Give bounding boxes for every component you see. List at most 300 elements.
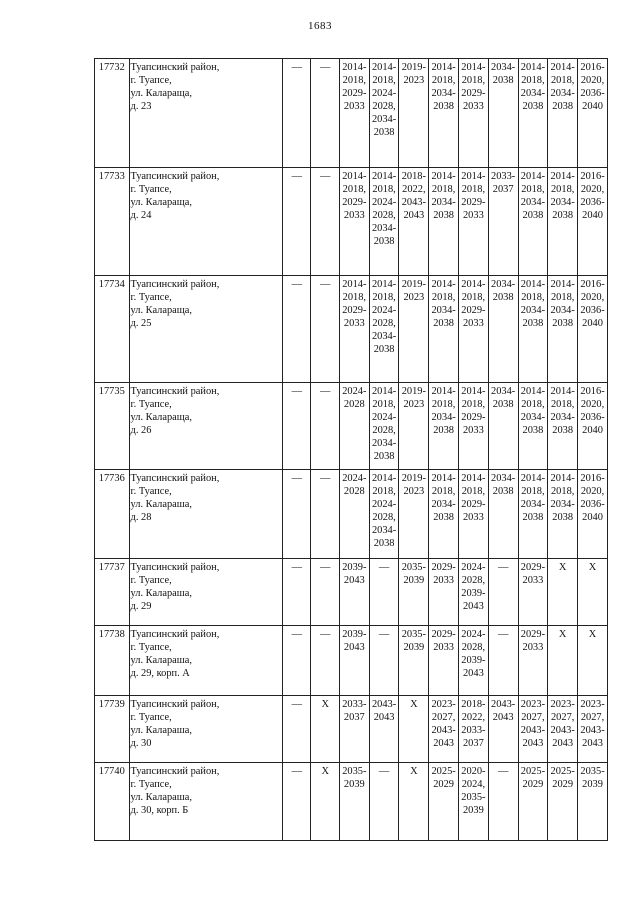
schedule-cell — [548, 383, 578, 470]
schedule-value: 2018, — [550, 292, 575, 303]
schedule-value: 2043 — [343, 575, 365, 586]
address-cell — [129, 559, 282, 626]
schedule-value: 2038 — [433, 318, 454, 329]
schedule-value: 2033 — [522, 575, 544, 586]
schedule-value: 2023 — [403, 292, 425, 303]
row-number: 17735 — [95, 383, 130, 470]
schedule-cell — [578, 626, 608, 696]
schedule-value: 2039 — [343, 779, 365, 790]
address-cell — [129, 276, 282, 383]
schedule-value: 2029- — [461, 305, 486, 316]
schedule-cell — [518, 626, 548, 696]
schedule-value: 2034- — [371, 114, 397, 125]
schedule-value: 2027, — [580, 712, 605, 723]
schedule-value: 2014- — [550, 279, 575, 290]
schedule-cell — [369, 626, 399, 696]
schedule-value: — — [320, 171, 331, 182]
schedule-value: 2018, — [521, 184, 545, 195]
schedule-cell — [339, 559, 369, 626]
schedule-value: 2035- — [401, 562, 426, 573]
schedule-value: 2024- — [371, 88, 397, 99]
schedule-value: — — [291, 766, 302, 777]
schedule-value: 2029- — [520, 629, 546, 640]
schedule-value: 2039- — [461, 588, 486, 599]
schedule-cell — [339, 168, 369, 276]
schedule-cell — [339, 626, 369, 696]
schedule-value: 2018, — [550, 184, 575, 195]
schedule-cell — [518, 763, 548, 841]
schedule-cell — [578, 383, 608, 470]
schedule-cell — [459, 470, 489, 559]
schedule-value: 2024- — [342, 473, 367, 484]
schedule-value: 2027, — [431, 712, 456, 723]
schedule-value: 2043 — [582, 738, 603, 749]
schedule-value: 2028, — [372, 210, 396, 221]
schedule-value: 2040 — [582, 512, 603, 523]
address-line: ул. Калараща, — [130, 305, 192, 316]
schedule-value: 2029- — [520, 562, 546, 573]
schedule-value: 2014- — [371, 279, 397, 290]
schedule-value: 2014- — [461, 62, 486, 73]
schedule-value: 2016- — [580, 473, 605, 484]
schedule-cell — [283, 696, 311, 763]
schedule-value: 2034- — [520, 412, 546, 423]
schedule-cell — [399, 470, 429, 559]
schedule-value: 2033 — [433, 575, 454, 586]
address-line: д. 29 — [130, 601, 152, 612]
schedule-value: 2018, — [342, 184, 367, 195]
schedule-value: 2043 — [373, 712, 395, 723]
schedule-value: 2043 — [343, 642, 365, 653]
schedule-cell — [311, 276, 339, 383]
schedule-value: 2043 — [492, 712, 514, 723]
schedule-value: 2018, — [431, 486, 456, 497]
address-line: г. Туапсе, — [130, 75, 172, 86]
address-line: Туапсинский район, — [130, 766, 220, 777]
address-line: ул. Калараша, — [130, 655, 192, 666]
address-line: Туапсинский район, — [130, 386, 220, 397]
schedule-value: 2038 — [492, 292, 514, 303]
schedule-value: 2034- — [431, 305, 456, 316]
schedule-value: 2014- — [431, 386, 456, 397]
schedule-cell — [578, 763, 608, 841]
address-line: ул. Калараща, — [130, 412, 192, 423]
address-line: ул. Калараша, — [130, 725, 192, 736]
schedule-value: 2034- — [431, 197, 456, 208]
schedule-value: 2034- — [371, 223, 397, 234]
schedule-value: 2029- — [461, 412, 486, 423]
schedule-value: 2034- — [491, 62, 516, 73]
schedule-value: 2034- — [431, 412, 456, 423]
schedule-value: 2014- — [431, 171, 456, 182]
schedule-value: 2016- — [580, 386, 605, 397]
schedule-cell — [548, 59, 578, 168]
schedule-value: 2018, — [342, 75, 367, 86]
address-line: д. 30 — [130, 738, 152, 749]
schedule-value: 2014- — [431, 279, 456, 290]
schedule-cell — [399, 59, 429, 168]
schedule-cell — [459, 626, 489, 696]
schedule-cell — [548, 559, 578, 626]
address-line: Туапсинский район, — [130, 171, 220, 182]
address-cell — [129, 168, 282, 276]
schedule-value: — — [320, 562, 331, 573]
schedule-value: 2020, — [580, 292, 605, 303]
schedule-value: 2035- — [461, 792, 486, 803]
schedule-value: 2018- — [401, 171, 426, 182]
schedule-cell — [488, 696, 518, 763]
address-line: г. Туапсе, — [130, 712, 172, 723]
schedule-value: 2034- — [550, 412, 575, 423]
schedule-value: 2018, — [431, 184, 456, 195]
schedule-value: 2033 — [343, 210, 365, 221]
schedule-value: 2034- — [550, 88, 575, 99]
schedule-cell — [369, 383, 399, 470]
schedule-cell — [339, 276, 369, 383]
schedule-value: 2033 — [343, 318, 365, 329]
schedule-value: 2018, — [461, 75, 486, 86]
schedule-value: 2038 — [373, 344, 395, 355]
schedule-value: 2024- — [371, 197, 397, 208]
schedule-cell — [429, 696, 459, 763]
schedule-value: 2034- — [491, 386, 516, 397]
schedule-value: 2038 — [433, 210, 454, 221]
schedule-cell — [488, 559, 518, 626]
row-number: 17732 — [95, 59, 130, 168]
schedule-value: 2023- — [550, 699, 575, 710]
schedule-value: 2014- — [550, 473, 575, 484]
schedule-value: 2028 — [343, 486, 365, 497]
address-line: г. Туапсе, — [130, 575, 172, 586]
schedule-cell — [488, 59, 518, 168]
schedule-value: 2018, — [431, 75, 456, 86]
schedule-value: 2036- — [580, 412, 605, 423]
schedule-value: 2040 — [582, 425, 603, 436]
schedule-cell — [339, 59, 369, 168]
schedule-cell — [339, 383, 369, 470]
schedule-value: 2036- — [580, 499, 605, 510]
table-body — [95, 59, 608, 841]
schedule-value: 2014- — [371, 62, 397, 73]
schedule-value: 2023 — [403, 486, 425, 497]
schedule-value: 2014- — [520, 279, 546, 290]
schedule-cell — [311, 559, 339, 626]
schedule-cell — [488, 626, 518, 696]
schedule-value: 2024, — [461, 779, 486, 790]
schedule-value: 2038 — [373, 236, 395, 247]
address-cell — [129, 59, 282, 168]
schedule-cell — [283, 383, 311, 470]
schedule-value: 2029- — [461, 88, 486, 99]
schedule-value: 2014- — [550, 62, 575, 73]
schedule-value: — — [320, 386, 331, 397]
schedule-cell — [518, 470, 548, 559]
schedule-value: 2020- — [461, 766, 486, 777]
schedule-value: 2034- — [550, 305, 575, 316]
schedule-cell — [369, 696, 399, 763]
address-line: ул. Калараща, — [130, 88, 192, 99]
schedule-cell — [429, 470, 459, 559]
schedule-value: 2029- — [461, 499, 486, 510]
schedule-cell — [339, 763, 369, 841]
schedule-cell — [339, 470, 369, 559]
schedule-cell — [518, 276, 548, 383]
schedule-cell — [283, 59, 311, 168]
schedule-value: 2038 — [373, 538, 395, 549]
schedule-cell — [399, 276, 429, 383]
schedule-value: — — [378, 562, 390, 573]
schedule-cell — [399, 559, 429, 626]
schedule-value: 2018, — [461, 399, 486, 410]
table-row — [95, 626, 608, 696]
schedule-cell — [548, 276, 578, 383]
schedule-cell — [488, 470, 518, 559]
schedule-value: 2043- — [520, 725, 546, 736]
schedule-value: 2018, — [461, 486, 486, 497]
schedule-value: 2043 — [522, 738, 544, 749]
schedule-value: 2039- — [342, 629, 367, 640]
schedule-value: — — [291, 629, 302, 640]
schedule-value: X — [588, 562, 597, 573]
table-row — [95, 763, 608, 841]
schedule-value: 2043- — [401, 197, 426, 208]
schedule-value: 2034- — [371, 331, 397, 342]
schedule-value: 2014- — [520, 473, 546, 484]
schedule-value: 2014- — [550, 171, 575, 182]
schedule-value: 2016- — [580, 171, 605, 182]
schedule-cell — [311, 383, 339, 470]
schedule-value: 2014- — [371, 473, 397, 484]
schedule-value: — — [497, 629, 509, 640]
schedule-value: 2033 — [433, 642, 454, 653]
schedule-value: — — [291, 473, 302, 484]
schedule-cell — [488, 168, 518, 276]
schedule-value: 2020, — [580, 75, 605, 86]
schedule-value: 2038 — [522, 512, 544, 523]
address-line: г. Туапсе, — [130, 486, 172, 497]
schedule-value: 2035- — [401, 629, 426, 640]
schedule-value: 2028, — [461, 642, 486, 653]
schedule-value: 2018, — [461, 292, 486, 303]
address-line: Туапсинский район, — [130, 562, 220, 573]
schedule-value: 2043 — [462, 668, 484, 679]
schedule-value: 2043 — [433, 738, 454, 749]
schedule-value: 2043- — [491, 699, 516, 710]
schedule-cell — [311, 696, 339, 763]
schedule-value: 2038 — [433, 425, 454, 436]
schedule-value: 2029 — [433, 779, 454, 790]
schedule-value: 2036- — [580, 305, 605, 316]
schedule-value: 2025- — [520, 766, 546, 777]
schedule-value: 2024- — [461, 562, 486, 573]
schedule-value: 2023 — [403, 75, 425, 86]
schedule-value: 2038 — [522, 318, 544, 329]
schedule-value: — — [291, 386, 302, 397]
schedule-value: — — [291, 171, 302, 182]
schedule-value: — — [497, 766, 509, 777]
schedule-value: 2028, — [372, 101, 396, 112]
schedule-value: 2019- — [401, 386, 426, 397]
schedule-table — [94, 58, 608, 841]
schedule-value: 2023 — [403, 399, 425, 410]
schedule-value: 2029- — [461, 197, 486, 208]
schedule-value: X — [321, 766, 329, 777]
schedule-value: 2043- — [550, 725, 575, 736]
schedule-value: 2033 — [462, 425, 484, 436]
schedule-value: 2029 — [552, 779, 574, 790]
address-line: д. 23 — [130, 101, 152, 112]
schedule-value: 2014- — [520, 386, 546, 397]
schedule-value: 2018, — [372, 292, 396, 303]
schedule-cell — [429, 276, 459, 383]
address-line: Туапсинский район, — [130, 279, 220, 290]
schedule-value: 2037 — [462, 738, 484, 749]
row-number: 17740 — [95, 763, 130, 841]
schedule-value: 2029- — [342, 305, 367, 316]
page-number: 1683 — [308, 20, 332, 32]
address-cell — [129, 696, 282, 763]
schedule-value: 2029 — [522, 779, 544, 790]
schedule-value: 2025- — [550, 766, 575, 777]
schedule-cell — [369, 59, 399, 168]
schedule-value: 2018, — [550, 399, 575, 410]
schedule-value: — — [378, 629, 390, 640]
address-cell — [129, 763, 282, 841]
schedule-cell — [518, 59, 548, 168]
schedule-cell — [578, 276, 608, 383]
schedule-value: 2033 — [522, 642, 544, 653]
schedule-value: 2029- — [342, 88, 367, 99]
schedule-value: 2018, — [521, 292, 545, 303]
row-number: 17737 — [95, 559, 130, 626]
address-line: ул. Калараща, — [130, 197, 192, 208]
schedule-value: 2039 — [582, 779, 603, 790]
schedule-cell — [369, 276, 399, 383]
schedule-cell — [283, 763, 311, 841]
schedule-value: — — [291, 62, 302, 73]
schedule-value: 2028, — [372, 318, 396, 329]
schedule-cell — [399, 168, 429, 276]
schedule-value: — — [320, 629, 331, 640]
address-cell — [129, 470, 282, 559]
schedule-cell — [369, 559, 399, 626]
schedule-value: 2028, — [372, 512, 396, 523]
schedule-value: 2038 — [552, 512, 574, 523]
address-line: ул. Калараша, — [130, 792, 192, 803]
schedule-value: 2020, — [580, 399, 605, 410]
table-row — [95, 383, 608, 470]
schedule-value: 2027, — [550, 712, 575, 723]
schedule-cell — [369, 470, 399, 559]
schedule-value: 2037 — [343, 712, 365, 723]
schedule-value: — — [378, 766, 390, 777]
schedule-value: 2014- — [461, 473, 486, 484]
schedule-cell — [548, 168, 578, 276]
schedule-value: 2038 — [373, 127, 395, 138]
schedule-cell — [518, 559, 548, 626]
address-line: д. 29, корп. А — [130, 668, 190, 679]
address-line: г. Туапсе, — [130, 399, 172, 410]
address-line: д. 26 — [130, 425, 152, 436]
schedule-value: 2033 — [343, 101, 365, 112]
schedule-cell — [578, 59, 608, 168]
schedule-value: 2043- — [431, 725, 456, 736]
schedule-cell — [369, 763, 399, 841]
schedule-value: 2043 — [552, 738, 574, 749]
schedule-value: 2018, — [550, 486, 575, 497]
schedule-value: 2034- — [550, 197, 575, 208]
address-line: ул. Калараша, — [130, 588, 192, 599]
schedule-value: 2020, — [580, 486, 605, 497]
schedule-value: 2038 — [552, 425, 574, 436]
schedule-value: 2018, — [550, 75, 575, 86]
schedule-cell — [459, 696, 489, 763]
schedule-value: 2018, — [342, 292, 367, 303]
schedule-cell — [459, 59, 489, 168]
schedule-value: 2034- — [431, 88, 456, 99]
schedule-cell — [459, 168, 489, 276]
schedule-value: 2038 — [373, 451, 395, 462]
schedule-cell — [339, 696, 369, 763]
schedule-value: — — [320, 473, 331, 484]
schedule-value: 2039 — [403, 642, 425, 653]
schedule-value: 2024- — [461, 629, 486, 640]
schedule-value: 2014- — [371, 171, 397, 182]
schedule-value: 2014- — [461, 279, 486, 290]
schedule-cell — [518, 168, 548, 276]
address-line: д. 28 — [130, 512, 152, 523]
schedule-cell — [311, 59, 339, 168]
table-row — [95, 59, 608, 168]
schedule-value: X — [321, 699, 329, 710]
schedule-value: 2014- — [431, 62, 456, 73]
address-line: г. Туапсе, — [130, 642, 172, 653]
schedule-value: 2029- — [342, 197, 367, 208]
schedule-value: 2018, — [521, 75, 545, 86]
schedule-value: 2028, — [372, 425, 396, 436]
schedule-value: 2027, — [521, 712, 545, 723]
schedule-cell — [518, 696, 548, 763]
address-line: Туапсинский район, — [130, 699, 220, 710]
schedule-value: 2043- — [371, 699, 397, 710]
schedule-value: 2016- — [580, 62, 605, 73]
schedule-cell — [399, 763, 429, 841]
schedule-value: 2028 — [343, 399, 365, 410]
schedule-value: 2035- — [342, 766, 367, 777]
schedule-value: 2039 — [462, 805, 484, 816]
schedule-cell — [488, 383, 518, 470]
schedule-value: 2016- — [580, 279, 605, 290]
schedule-value: 2038 — [433, 512, 454, 523]
schedule-cell — [429, 626, 459, 696]
schedule-value: 2018, — [461, 184, 486, 195]
address-line: д. 30, корп. Б — [130, 805, 189, 816]
address-line: д. 25 — [130, 318, 152, 329]
schedule-value: 2034- — [520, 499, 546, 510]
schedule-value: 2034- — [371, 525, 397, 536]
row-number: 17738 — [95, 626, 130, 696]
schedule-value: 2033 — [462, 512, 484, 523]
schedule-value: 2038 — [433, 101, 454, 112]
schedule-value: 2014- — [431, 473, 456, 484]
schedule-value: 2033- — [342, 699, 367, 710]
schedule-value: 2033- — [491, 171, 516, 182]
schedule-cell — [283, 626, 311, 696]
schedule-value: 2028, — [461, 575, 486, 586]
schedule-cell — [459, 559, 489, 626]
table-row — [95, 559, 608, 626]
schedule-value: 2036- — [580, 197, 605, 208]
